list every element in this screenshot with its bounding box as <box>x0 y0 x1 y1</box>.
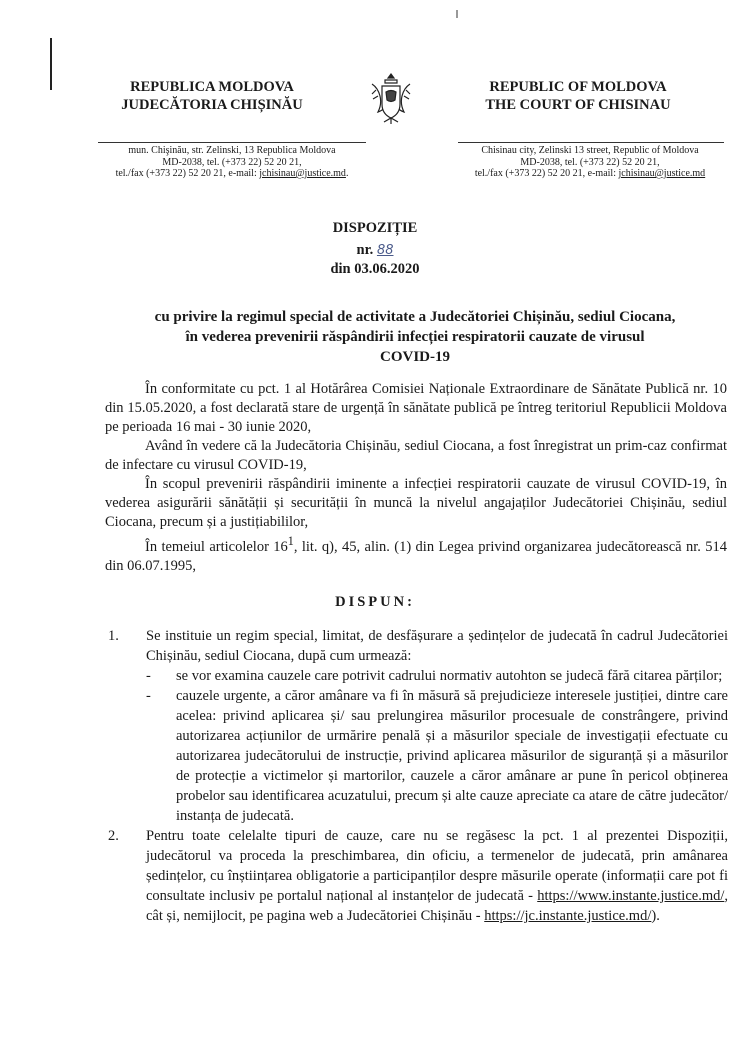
item-1-text: Se instituie un regim special, limitat, de desfășurare a ședințelor de judecată în cadrul Judecătoriei Chișinău, sediul Ciocana, după cum urmează: <box>146 628 728 664</box>
paragraph-4-end: , lit. q), 45, alin. (1) din Legea privind organizarea judecătorească nr. 514 din 06.07.1995, <box>105 538 727 574</box>
document-number <box>0 242 750 259</box>
paragraph-1: În conformitate cu pct. 1 al Hotărârea Comisiei Naționale Extraordinare de Sănătate Publică nr. 10 din 15.05.2020, a fost declarată stare de urgență în sănătate publică pe întreg teritoriul Republicii Moldova pe perioada 16 mai - 30 iunie 2020, <box>105 381 727 435</box>
dispun-heading: DISPUN: <box>335 594 415 610</box>
paragraph-4-sup: 1 <box>287 534 294 548</box>
number-label: nr. <box>356 242 377 258</box>
item-2-text-c: ). <box>651 908 660 924</box>
document-title: DISPOZIȚIE <box>332 220 418 236</box>
header-divider-right <box>458 142 724 143</box>
header-right <box>478 78 678 114</box>
address-right <box>456 145 724 180</box>
scan-dot-mark <box>456 10 458 18</box>
header-divider-left <box>98 142 366 143</box>
header-right-line1: REPUBLIC OF MOLDOVA <box>489 79 667 95</box>
dash-bullet: - <box>146 668 151 684</box>
paragraph-2: Având în vedere că la Judecătoria Chișinău, sediul Ciocana, a fost înregistrat un prim-caz confirmat de infectare cu virusul COVID-19, <box>105 438 727 473</box>
document-date: din 03.06.2020 <box>330 261 420 277</box>
instante-portal-link[interactable]: https://www.instante.justice.md/ <box>537 888 725 904</box>
address-left-end: . <box>345 168 349 179</box>
list-item <box>108 826 728 926</box>
dash-bullet: - <box>146 688 151 704</box>
address-right-line3 <box>456 168 724 180</box>
paragraph-4-start: În temeiul articolelor 16 <box>145 538 288 555</box>
header-left-line1: REPUBLICA MOLDOVA <box>130 79 294 95</box>
subject-line2: în vederea prevenirii răspândirii infecției respiratorii cauzate de virusul <box>185 329 645 345</box>
list-item <box>108 626 728 826</box>
margin-pen-mark <box>50 38 52 90</box>
item-number: 1. <box>108 628 119 644</box>
court-website-link[interactable]: https://jc.instante.justice.md/ <box>484 908 652 924</box>
email-link-left[interactable]: jchisinau@justice.md <box>259 168 346 179</box>
coat-of-arms-icon <box>368 70 414 128</box>
sub-item <box>146 666 728 686</box>
address-right-fax: tel./fax (+373 22) 52 20 21, e-mail: <box>474 168 619 179</box>
paragraph-3: În scopul prevenirii răspândirii iminente a infecției respiratorii cauzate de virusul COVID-19, în vederea asigurării sănătății și securității în muncă la nivelul angajaților Judecătoriei Chișinău, sediul Ciocana, precum și a justițiabililor, <box>105 476 727 530</box>
preamble <box>105 380 727 576</box>
address-left-line3 <box>98 168 366 180</box>
paragraph-4 <box>105 532 727 576</box>
header-left <box>112 78 312 114</box>
item-2-text <box>146 826 728 926</box>
address-left-fax: tel./fax (+373 22) 52 20 21, e-mail: <box>115 168 260 179</box>
address-left <box>98 145 366 180</box>
sub-item-2-text: cauzele urgente, a căror amânare va fi în măsură să prejudicieze interesele justiției, dintre care acelea: privind aplicarea și/ sau prelungirea măsurilor procesuale de constrângere, privind autorizarea acțiunilor de urmărire penală și a măsurilor speciale de investigații efectuate cu autorizarea judecătorului de instrucție, privind aplicarea măsurilor de siguranță și a măsurilor de protecție a victimelor și martorilor, cauzele a căror amânare ar pune în pericol obținerea probelor sau identificarea acuzatului, precum și alte cauze apreciate ca atare de către judecător/ instanța de judecată. <box>176 688 728 824</box>
address-left-line2: MD-2038, tel. (+373 22) 52 20 21, <box>162 156 302 168</box>
subject-line1: cu privire la regimul special de activitate a Judecătoriei Chișinău, sediul Ciocana, <box>154 309 676 325</box>
item-2-text-b: , cât și, nemijlocit, pe pagina web a Judecătoriei Chișinău - <box>146 888 728 924</box>
subject-line3: COVID-19 <box>380 349 450 365</box>
address-right-line2: MD-2038, tel. (+373 22) 52 20 21, <box>520 156 660 168</box>
email-link-right[interactable]: jchisinau@justice.md <box>618 168 706 179</box>
header-left-line2: JUDECĂTORIA CHIȘINĂU <box>121 97 303 113</box>
handwritten-number: 88 <box>376 243 394 258</box>
address-left-line1: mun. Chişinău, str. Zelinski, 13 Republica Moldova <box>128 145 336 156</box>
document-subject <box>105 307 725 367</box>
address-right-line1: Chisinau city, Zelinski 13 street, Republic of Moldova <box>481 145 699 156</box>
sub-item-1-text: se vor examina cauzele care potrivit cadrului normativ autohton se judecă fără citarea părților; <box>176 668 723 684</box>
item-2-text-a: Pentru toate celelalte tipuri de cauze, care nu se regăsesc la pct. 1 al prezentei Dispoziții, judecătorul va proceda la preschimbarea, din oficiu, a termenelor de judecată, prin amânarea ședințelor, cu înștiințarea obligatorie a participanților despre măsurile operate (informații care pot fi consultate inclusiv pe portalul național al instanțelor de judecată - <box>146 828 728 904</box>
header-right-line2: THE COURT OF CHISINAU <box>485 97 671 113</box>
sub-item <box>146 686 728 826</box>
item-number: 2. <box>108 828 119 844</box>
dispositions-list <box>108 626 728 926</box>
